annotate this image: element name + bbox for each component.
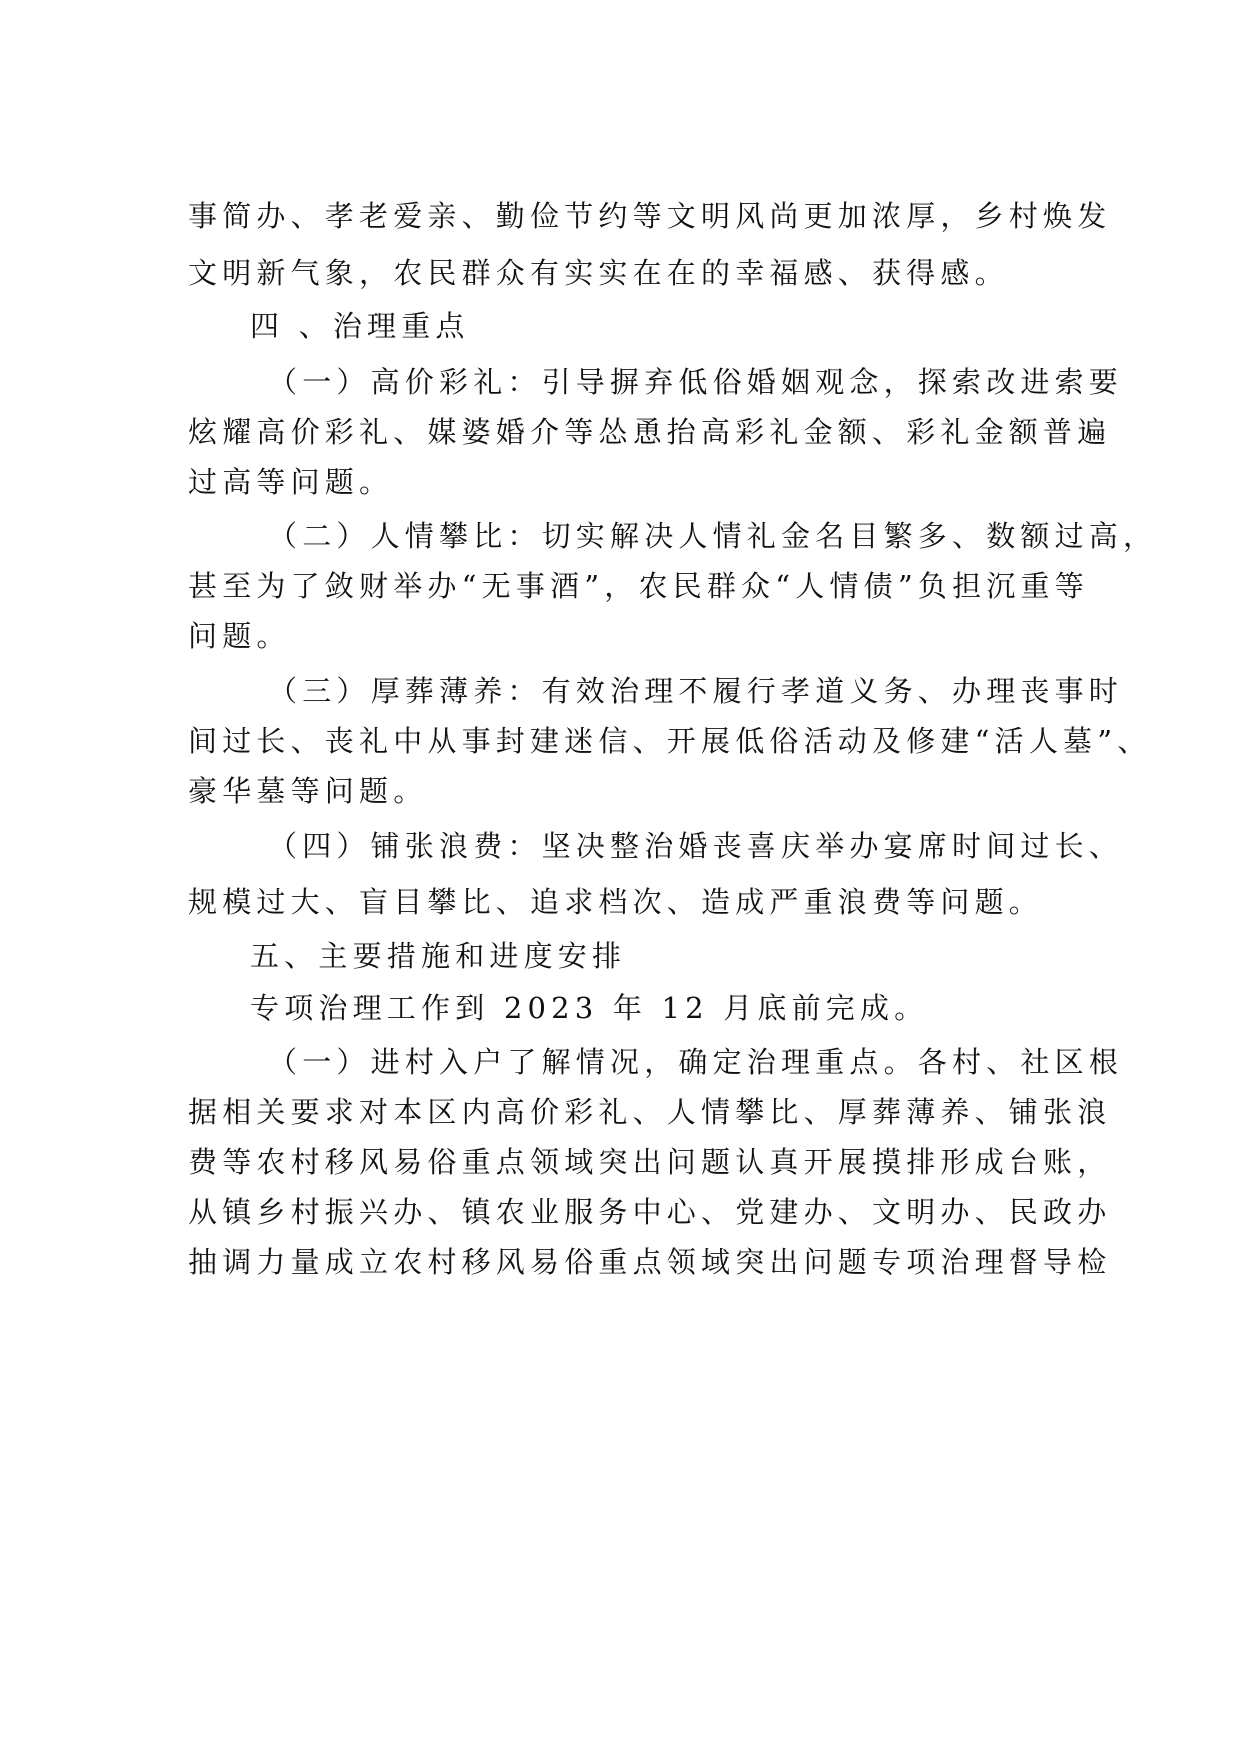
item-heading-4: （四）铺张浪费：坚决整治婚丧喜庆举办宴席时间过长、	[268, 829, 1124, 863]
body-text-line: 文明新气象，农民群众有实实在在的幸福感、获得感。	[188, 256, 1009, 290]
body-text-line: 从镇乡村振兴办、镇农业服务中心、党建办、文明办、民政办	[188, 1195, 1112, 1229]
item-heading-3: （三）厚葬薄养：有效治理不履行孝道义务、办理丧事时	[268, 674, 1124, 708]
body-text-line: 专项治理工作到 2023 年 12 月底前完成。	[250, 991, 929, 1025]
body-text-line: 甚至为了敛财举办“无事酒”，农民群众“人情债”负担沉重等	[188, 569, 1089, 603]
body-text-line: 过高等问题。	[188, 465, 394, 499]
item-heading-5-1: （一）进村入户了解情况，确定治理重点。各村、社区根	[268, 1045, 1124, 1079]
body-text-line: 规模过大、盲目攀比、追求档次、造成严重浪费等问题。	[188, 885, 1044, 919]
body-text-line: 豪华墓等问题。	[188, 774, 428, 808]
item-heading-2: （二）人情攀比：切实解决人情礼金名目繁多、数额过高，	[268, 519, 1158, 553]
body-text-line: 抽调力量成立农村移风易俗重点领域突出问题专项治理督导检	[188, 1245, 1112, 1279]
section-heading-4: 四 、治理重点	[250, 309, 470, 343]
body-text-line: 间过长、丧礼中从事封建迷信、开展低俗活动及修建“活人墓”、	[188, 724, 1152, 758]
body-text-line: 炫耀高价彩礼、媒婆婚介等怂恿抬高彩礼金额、彩礼金额普遍	[188, 415, 1112, 449]
body-text-line: 费等农村移风易俗重点领域突出问题认真开展摸排形成台账，	[188, 1145, 1112, 1179]
item-heading-1: （一）高价彩礼：引导摒弃低俗婚姻观念，探索改进索要	[268, 365, 1124, 399]
section-heading-5: 五、主要措施和进度安排	[250, 939, 627, 973]
body-text-line: 据相关要求对本区内高价彩礼、人情攀比、厚葬薄养、铺张浪	[188, 1095, 1112, 1129]
body-text-line: 问题。	[188, 619, 291, 653]
body-text-line: 事简办、孝老爱亲、勤俭节约等文明风尚更加浓厚，乡村焕发	[188, 199, 1112, 233]
